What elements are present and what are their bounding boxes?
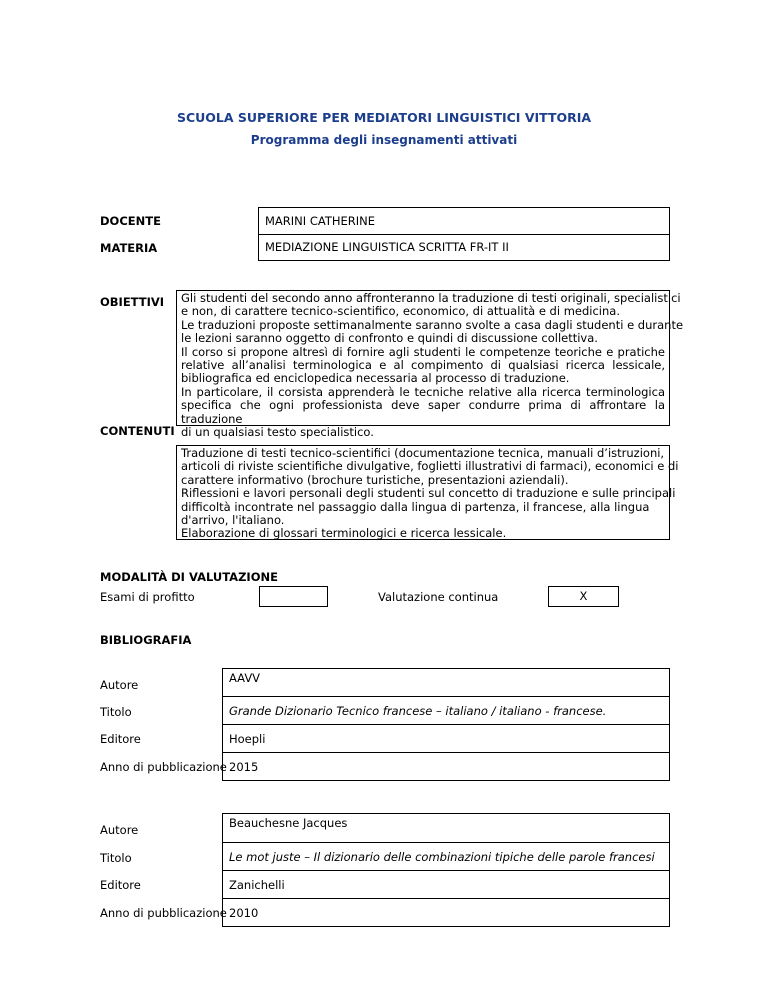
esami-checkbox xyxy=(259,586,328,607)
obiettivi-line: Il corso si propone altresì di fornire agli studenti le competenze teoriche e pratiche xyxy=(181,344,665,359)
esami-label: Esami di profitto xyxy=(100,590,195,604)
autore-value: AAVV xyxy=(222,668,670,697)
obiettivi-line: bibliografica ed enciclopedica necessaria al processo di traduzione. xyxy=(181,371,570,386)
titolo-value: Le mot juste – Il dizionario delle combinazioni tipiche delle parole francesi xyxy=(222,842,670,871)
contenuti-line: difficoltà incontrate nel passaggio dalla lingua di partenza, il francese, alla lingua xyxy=(181,499,650,514)
anno-label: Anno di pubblicazione xyxy=(100,760,227,774)
titolo-value: Grande Dizionario Tecnico francese – italiano / italiano - francese. xyxy=(222,696,670,725)
docente-value: MARINI CATHERINE xyxy=(258,207,670,235)
contenuti-line: carattere informativo (brochure turistiche, presentazioni aziendali). xyxy=(181,472,569,487)
contenuti-text xyxy=(176,445,679,541)
autore-value: Beauchesne Jacques xyxy=(222,813,670,843)
obiettivi-label: OBIETTIVI xyxy=(100,295,165,309)
titolo-label: Titolo xyxy=(100,705,132,719)
obiettivi-line: di un qualsiasi testo specialistico. xyxy=(181,425,374,440)
editore-label: Editore xyxy=(100,732,141,746)
contenuti-line: Riflessioni e lavori personali degli studenti sul concetto di traduzione e sulle principali xyxy=(181,486,676,501)
valutazione-heading: MODALITÀ DI VALUTAZIONE xyxy=(100,570,278,584)
autore-label: Autore xyxy=(100,823,139,837)
continua-checkbox: X xyxy=(548,586,619,607)
contenuti-line: Traduzione di testi tecnico-scientifici (documentazione tecnica, manuali d’istruzioni, xyxy=(181,446,665,460)
obiettivi-line: Le traduzioni proposte settimanalmente saranno svolte a casa dagli studenti e durante xyxy=(181,317,684,332)
obiettivi-line: e non, di carattere tecnico-scientifico, economico, di attualità e di medicina. xyxy=(181,304,620,319)
bibliografia-heading: BIBLIOGRAFIA xyxy=(100,633,192,647)
contenuti-line: Elaborazione di glossari terminologici e ricerca lessicale. xyxy=(181,526,507,541)
anno-value: 2015 xyxy=(222,752,670,781)
school-title: SCUOLA SUPERIORE PER MEDIATORI LINGUISTICI VITTORIA xyxy=(176,110,592,125)
obiettivi-line: In particolare, il corsista apprenderà le tecniche relative alla ricerca terminologica xyxy=(181,384,665,399)
contenuti-label: CONTENUTI xyxy=(100,424,175,438)
anno-label: Anno di pubblicazione xyxy=(100,906,227,920)
contenuti-line: d'arrivo, l'italiano. xyxy=(181,513,285,528)
materia-value: MEDIAZIONE LINGUISTICA SCRITTA FR-IT II xyxy=(258,234,670,261)
program-subtitle: Programma degli insegnamenti attivati xyxy=(250,133,518,147)
editore-value: Zanichelli xyxy=(222,870,670,899)
obiettivi-text xyxy=(176,290,684,440)
obiettivi-line: specifica che ogni professionista deve saper condurre prima di affrontare la traduzione xyxy=(181,398,665,426)
obiettivi-line: le lezioni saranno oggetto di confronto e quindi di discussione collettiva. xyxy=(181,331,598,346)
obiettivi-line: relative all’analisi terminologica e al compimento di qualsiasi ricerca lessicale, xyxy=(181,358,665,373)
anno-value: 2010 xyxy=(222,898,670,927)
autore-label: Autore xyxy=(100,678,139,692)
materia-label: MATERIA xyxy=(100,241,158,255)
continua-label: Valutazione continua xyxy=(378,590,499,604)
titolo-label: Titolo xyxy=(100,851,132,865)
obiettivi-line: Gli studenti del secondo anno affronteranno la traduzione di testi originali, specialistici xyxy=(181,291,681,305)
editore-value: Hoepli xyxy=(222,724,670,753)
docente-label: DOCENTE xyxy=(100,214,161,228)
contenuti-line: articoli di riviste scientifiche divulgative, foglietti illustrativi di farmaci), economici e di xyxy=(181,459,679,474)
editore-label: Editore xyxy=(100,878,141,892)
